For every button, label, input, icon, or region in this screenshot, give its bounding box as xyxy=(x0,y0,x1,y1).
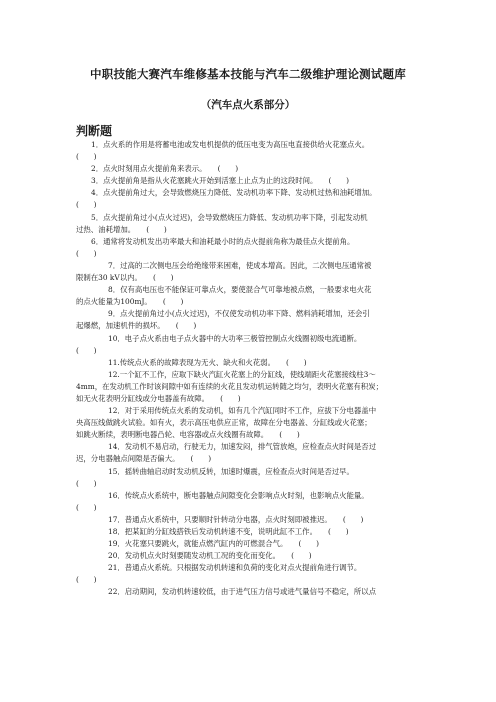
text-line: 16．传统点火系统中，断电器触点间隙变化会影响点火时刻，也影响点火能量。 xyxy=(108,490,369,500)
text-line: 20．发动机点火时刻要随发动机工况的变化而变化。 ( ) xyxy=(108,551,312,561)
text-line: 8．仅有高电压也不能保证可靠点火，要使混合气可靠地被点燃，一般要求电火花 xyxy=(108,285,372,295)
text-line: ( ) xyxy=(76,200,97,210)
text-line: 11.传统点火系的故障表现为无火、缺火和火花弱。 ( ) xyxy=(108,357,307,367)
text-line: ( ) xyxy=(76,345,97,355)
text-line: 起爆燃，加速机件的损坏。 ( ) xyxy=(76,321,197,331)
text-line: 如无火花表明分缸线或分电器盖有故障。 ( ) xyxy=(76,393,241,403)
text-line: ( ) xyxy=(76,152,97,162)
section-heading: 判断题 xyxy=(76,124,113,138)
text-line: 6．通常将发动机发出功率最大和油耗最小时的点火提前角称为最佳点火提前角。 xyxy=(91,236,355,246)
text-line: 1．点火系的作用是将蓄电池或发电机提供的低压电变为高压电直接供给火花塞点火。 xyxy=(91,140,370,149)
text-line: 7．过高的二次侧电压会给绝缘带来困难，使成本增高。因此，二次侧电压通常被 xyxy=(108,260,372,270)
text-line: 限制在30 kV以内。 ( ) xyxy=(76,273,174,283)
text-line: 19．火花塞只要跳火，就能点燃汽缸内的可燃混合气。 ( ) xyxy=(108,539,320,549)
text-line: 5．点火提前角过小(点火过迟)，会导致燃烧压力降低、发动机功率下降，引起发动机 xyxy=(91,212,368,222)
text-line: 的点火能量为100mJ。 ( ) xyxy=(76,297,184,307)
text-line: 10．电子点火系由电子点火器中的大功率三极管控制点火线圈初级电流通断。 xyxy=(108,333,362,343)
text-line: 3．点火提前角是指从火花塞跳火开始到活塞上止点为止的这段时间。 ( ) xyxy=(91,176,350,186)
text-line: ( ) xyxy=(76,478,97,488)
text-line: 4mm，在发动机工作时该间隙中如有连续的火花且发动机运转随之均匀，表明火花塞有积炭； xyxy=(76,381,383,391)
text-line: 22．启动期间，发动机转速较低，由于进气压力信号或进气量信号不稳定，所以点 xyxy=(108,587,377,597)
text-line: 过热、油耗增加。 ( ) xyxy=(76,224,167,234)
text-line: 15．摇转曲轴启动时发动机反转，加速时爆震，应检查点火时间是否过早。 xyxy=(108,466,354,476)
text-line: 4．点火提前角过大，会导致燃烧压力降低、发动机功率下降、发动机过热和油耗增加。 xyxy=(91,188,377,198)
text-line: 迟，分电器触点间隙是否偏大。 ( ) xyxy=(76,454,212,464)
text-line: ( ) xyxy=(76,502,97,512)
text-line: 12.一个缸不工作，应取下缺火汽缸火花塞上的分缸线，使线端距火花塞接线柱3～ xyxy=(108,369,376,379)
text-line: ( ) xyxy=(76,575,97,585)
text-line: 14．发动机不易启动，行驶无力，加速发闷，排气管放炮，应检查点火时间是否过 xyxy=(108,442,377,452)
document-subtitle: （汽车点火系部分） xyxy=(200,99,296,111)
text-line: 21．普通点火系统。只根据发动机转速和负荷的变化对点火提前角进行调节。 xyxy=(108,563,362,573)
text-line: 12．对于采用传统点火系的发动机，如有几个汽缸同时不工作，应拔下分电器盖中 xyxy=(108,406,377,416)
text-line: 18．把某缸的分缸线搭铁后发动机转速不变，说明此缸不工作。 ( ) xyxy=(108,527,349,536)
text-line: 2．点火时刻用点火提前角来表示。 ( ) xyxy=(91,164,239,174)
text-line: 17．普通点火系统中，只要顺时针转动分电器，点火时刻即被推迟。 ( ) xyxy=(108,514,364,524)
question-list xyxy=(76,139,426,599)
document-title: 中职技能大赛汽车维修基本技能与汽车二级维护理论测试题库 xyxy=(90,67,406,81)
text-line: 9．点火提前角过小(点火过迟)，不仅使发动机功率下降、燃料消耗增加，还会引 xyxy=(108,309,370,319)
text-line: 央高压线做跳火试验。如有火，表示高压电供应正常，故障在分电器盖、分缸线或火花塞； xyxy=(76,418,372,428)
text-line: 如跳火断续，表明断电器凸轮、电容器或点火线圈有故障。 ( ) xyxy=(76,430,300,440)
text-line: ( ) xyxy=(76,248,97,258)
